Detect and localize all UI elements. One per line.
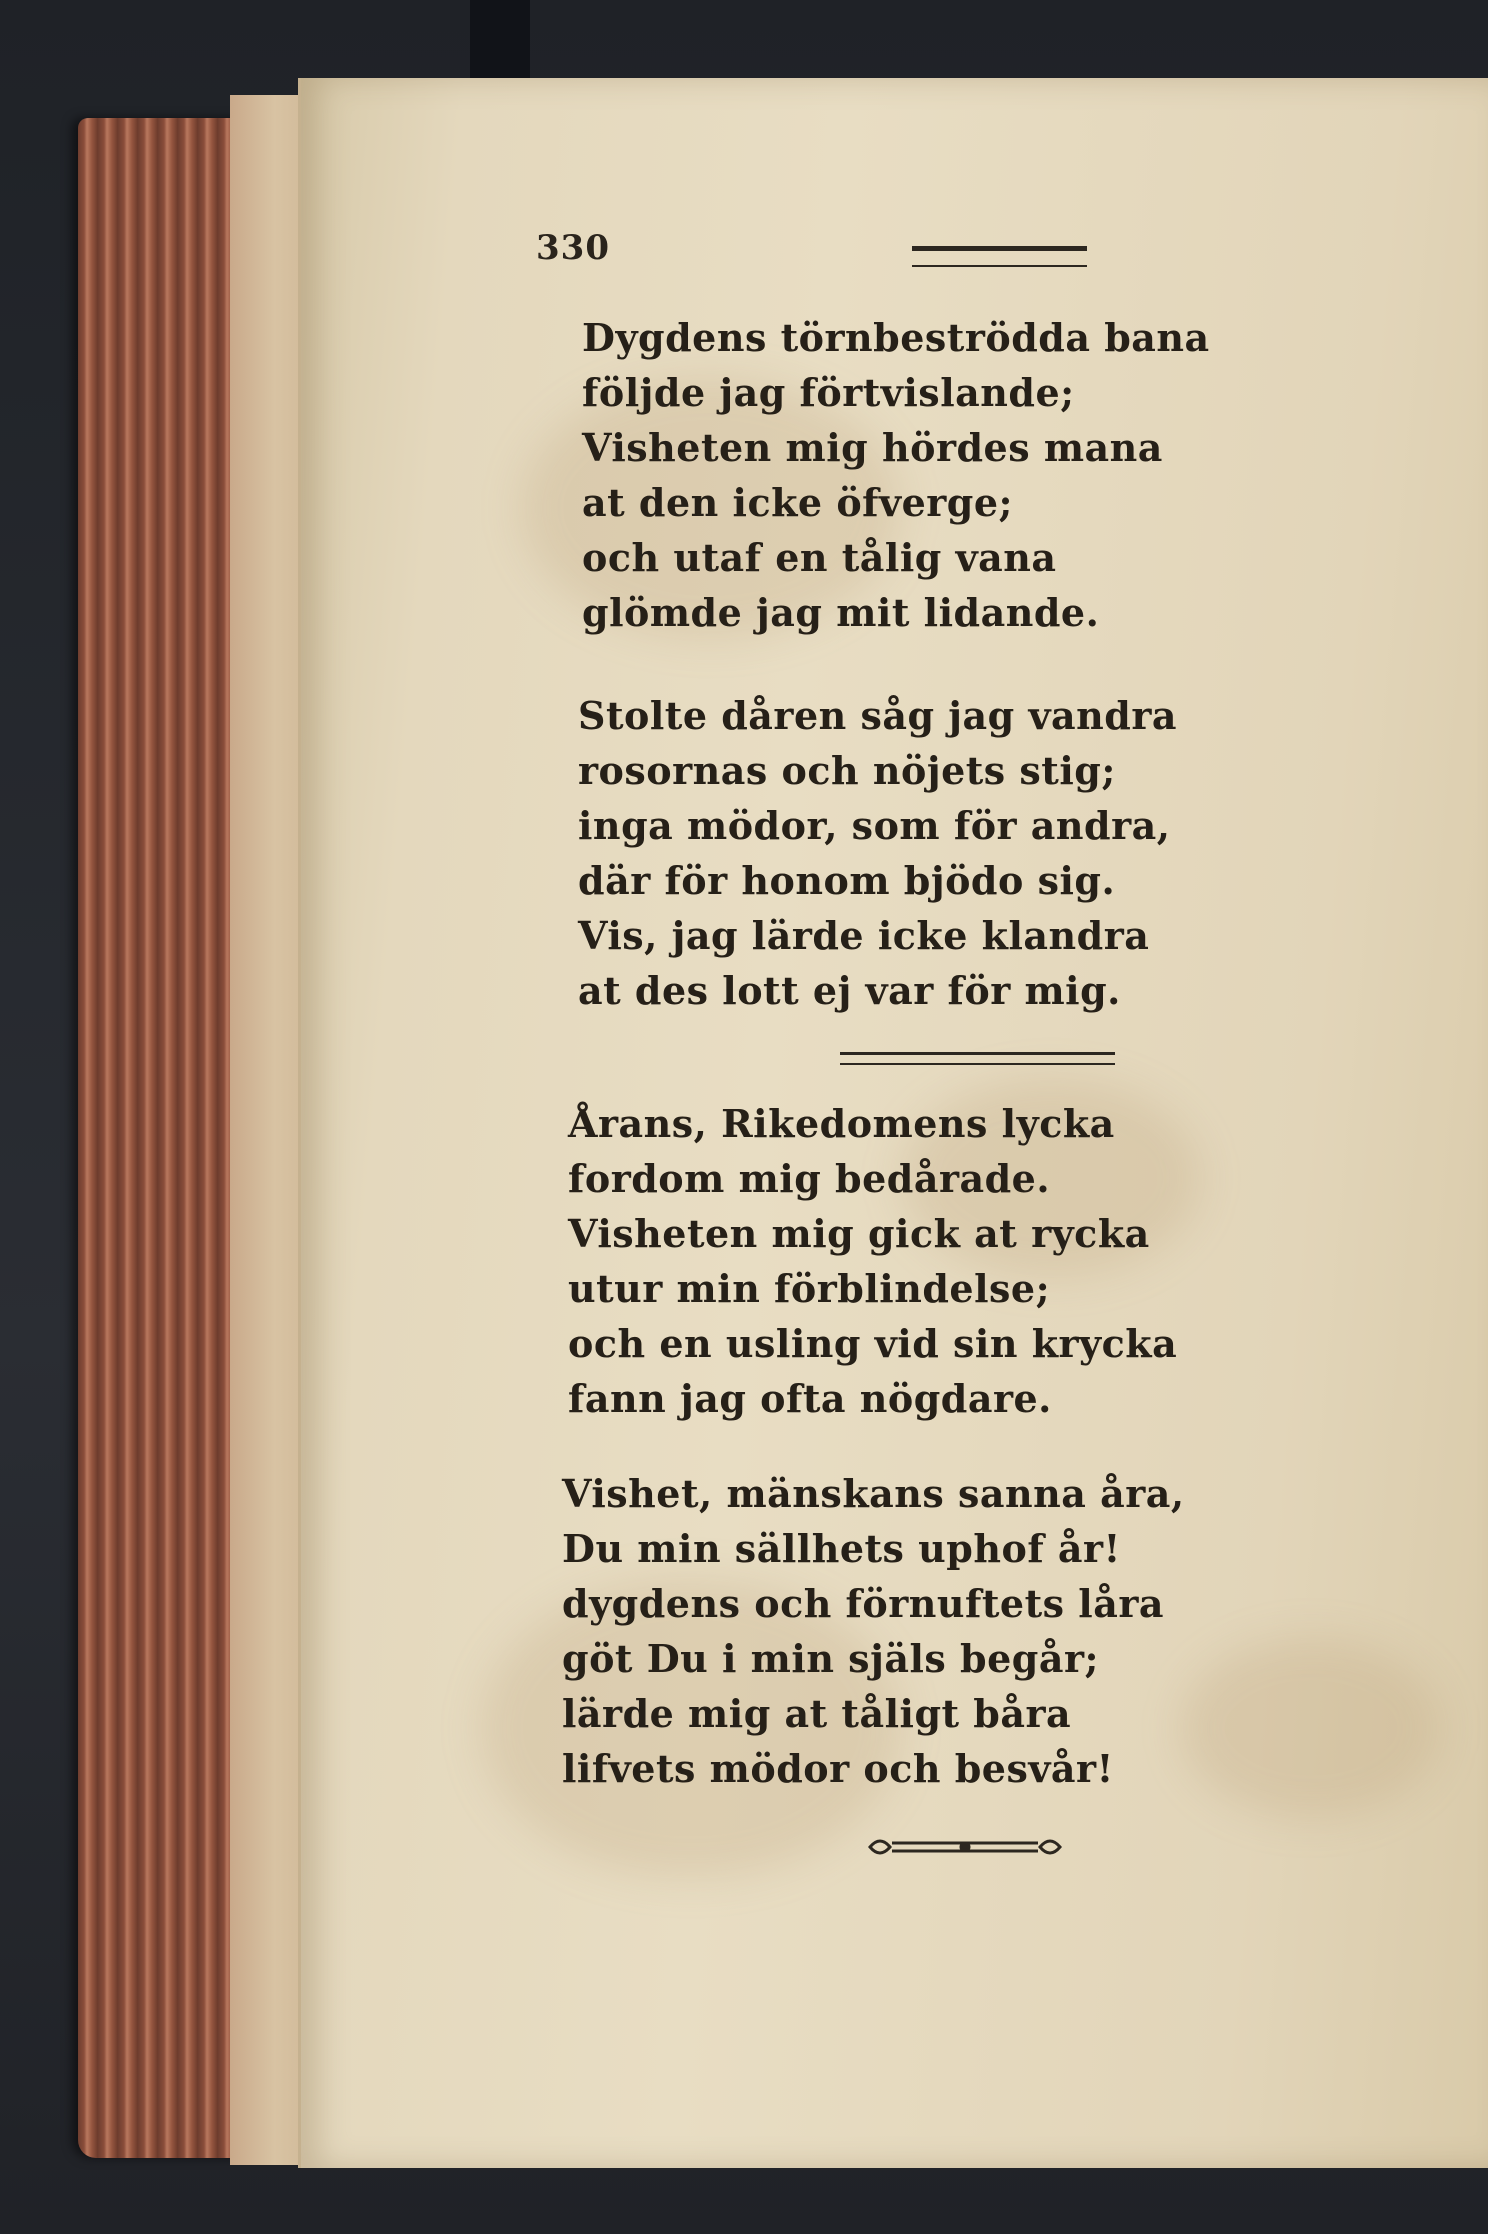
verse-line: Vishet, mänskans sanna åra,: [562, 1471, 1185, 1516]
verse-line: följde jag förtvislande;: [582, 370, 1075, 415]
verse-line: göt Du i min själs begår;: [562, 1636, 1099, 1681]
verse-line: och utaf en tålig vana: [582, 535, 1057, 580]
verse-line: at den icke öfverge;: [582, 480, 1014, 525]
verse-line: utur min förblindelse;: [568, 1266, 1051, 1311]
end-ornament: [860, 1832, 1070, 1862]
section-divider: [840, 1052, 1115, 1065]
verse-line: Du min sällhets uphof år!: [562, 1526, 1121, 1571]
verse-line: Vis, jag lärde icke klandra: [578, 913, 1150, 958]
verse-line: lärde mig at tåligt båra: [562, 1691, 1072, 1736]
verse-line: och en usling vid sin krycka: [568, 1321, 1178, 1366]
verse-line: Stolte dåren såg jag vandra: [578, 693, 1178, 738]
scanner-clamp: [470, 0, 530, 80]
stanza-2: [578, 688, 1177, 1018]
verse-line: Årans, Rikedomens lycka: [568, 1101, 1115, 1146]
page-number: 330: [536, 228, 610, 268]
header-rule: [912, 246, 1087, 267]
stanza-1: [582, 310, 1210, 640]
verse-line: Visheten mig hördes mana: [582, 425, 1163, 470]
verse-line: glömde jag mit lidande.: [582, 590, 1100, 635]
verse-line: dygdens och förnuftets låra: [562, 1581, 1164, 1626]
verse-line: Visheten mig gick at rycka: [568, 1211, 1150, 1256]
verse-line: fann jag ofta nögdare.: [568, 1376, 1052, 1421]
verse-line: fordom mig bedårade.: [568, 1156, 1051, 1201]
verse-line: rosornas och nöjets stig;: [578, 748, 1116, 793]
verse-line: Dygdens törnbeströdda bana: [582, 315, 1210, 360]
stanza-3: [568, 1096, 1177, 1426]
stanza-4: [562, 1466, 1185, 1796]
verse-line: lifvets mödor och besvår!: [562, 1746, 1114, 1791]
verse-line: inga mödor, som för andra,: [578, 803, 1171, 848]
verse-line: där för honom bjödo sig.: [578, 858, 1116, 903]
paper-stain: [1181, 1638, 1441, 1818]
verse-line: at des lott ej var för mig.: [578, 968, 1121, 1013]
